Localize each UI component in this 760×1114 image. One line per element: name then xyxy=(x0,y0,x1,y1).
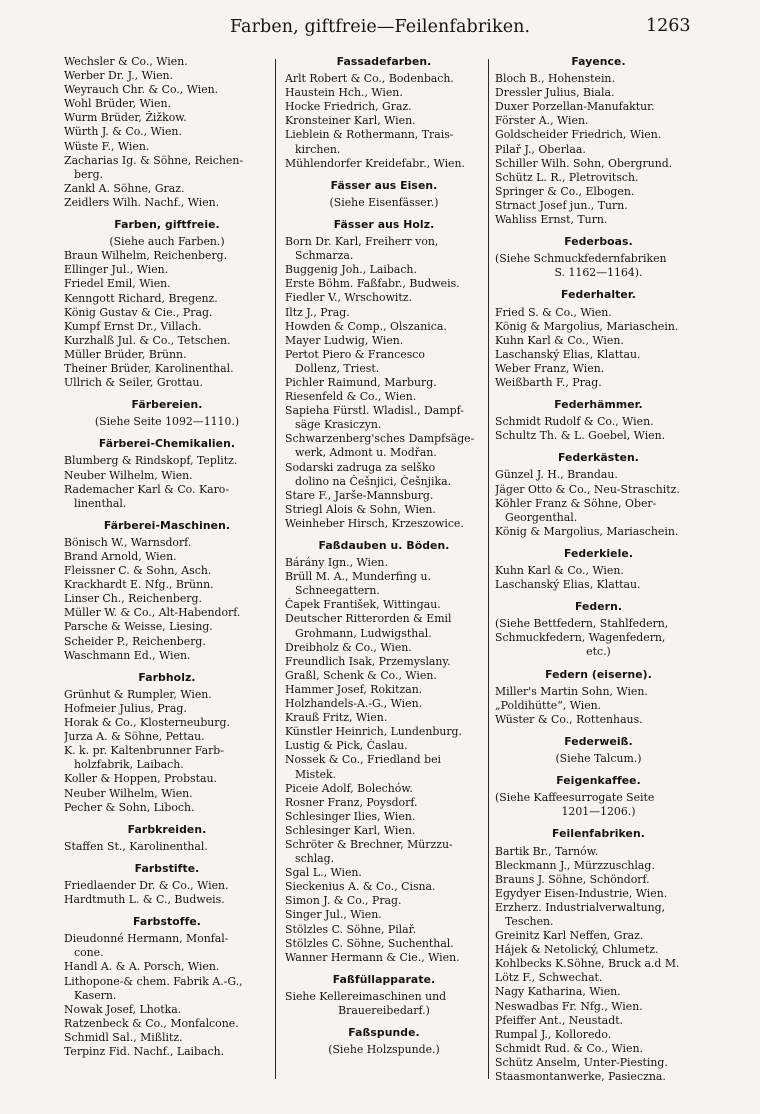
directory-entry: Kuhn Karl & Co., Wien. xyxy=(495,564,624,577)
column-1 xyxy=(64,55,270,1059)
directory-entry: Lieblein & Rothermann, Trais- xyxy=(285,128,454,142)
section-heading: Federweiß. xyxy=(564,734,633,748)
directory-entry: dolino na Češnjici, Češnjika. xyxy=(295,474,452,488)
directory-entry: Schwarzenberg'sches Dampfsäge- xyxy=(285,432,475,446)
directory-entry: Horak & Co., Klosterneuburg. xyxy=(64,716,230,730)
directory-entry: Schiller Wilh. Sohn, Obergrund. xyxy=(495,156,673,170)
directory-entry: Brüll M. A., Munderfing u. xyxy=(285,570,431,584)
directory-entry: Mayer Ludwig, Wien. xyxy=(285,333,404,347)
directory-section xyxy=(285,55,483,171)
section-heading: Färberei-Chemikalien. xyxy=(98,437,236,451)
section-heading: Färberei-Maschinen. xyxy=(103,518,231,532)
directory-entry: Kuhn Karl & Co., Wien. xyxy=(495,333,624,347)
directory-entry: Jäger Otto & Co., Neu-Straschitz. xyxy=(495,482,680,496)
directory-entry: Hammer Josef, Rokitzan. xyxy=(285,682,423,696)
directory-entry: Lithopone-& chem. Fabrik A.-G., xyxy=(64,974,243,988)
directory-section xyxy=(64,218,270,390)
directory-entry: Singer Jul., Wien. xyxy=(285,908,382,922)
directory-section xyxy=(495,235,702,280)
directory-entry: holzfabrik, Laibach. xyxy=(74,758,184,772)
directory-section xyxy=(495,547,702,592)
directory-entry: Stölzles C. Söhne, Pilař. xyxy=(285,922,417,936)
directory-entry: Stare F., Jarše-Mannsburg. xyxy=(285,488,434,502)
directory-entry: Graßl, Schenk & Co., Wien. xyxy=(285,668,437,682)
directory-entry: Kohlbecks K.Söhne, Bruck a.d M. xyxy=(495,957,680,971)
directory-entry: Linser Ch., Reichenberg. xyxy=(64,592,202,606)
directory-entry: Wurm Brüder, Žižkow. xyxy=(64,111,187,125)
directory-entry: Čapek František, Wittingau. xyxy=(285,598,441,612)
directory-entry: Lustig & Pick, Časlau. xyxy=(285,739,408,753)
directory-entry: Rumpal J., Kolloredo. xyxy=(495,1027,612,1041)
directory-entry: Pichler Raimund, Marburg. xyxy=(285,375,437,389)
directory-entry: (Siehe Holzspunde.) xyxy=(328,1043,440,1057)
directory-entry: Koller & Hoppen, Probstau. xyxy=(64,772,218,786)
section-heading: Feilenfabriken. xyxy=(552,827,645,841)
directory-entry: Ullrich & Seiler, Grottau. xyxy=(64,376,203,390)
directory-entry: Schmarza. xyxy=(295,249,354,263)
directory-entry: Würth J. & Co., Wien. xyxy=(64,125,182,139)
directory-entry: Born Dr. Karl, Freiherr von, xyxy=(285,235,439,249)
directory-entry: Egydyer Eisen-Industrie, Wien. xyxy=(495,886,668,900)
directory-entry: Brauns J. Söhne, Schöndorf. xyxy=(495,872,650,886)
directory-entry: Blumberg & Rindskopf, Teplitz. xyxy=(64,454,238,468)
directory-entry: „Poldihütte“, Wien. xyxy=(495,698,602,712)
directory-entry: (Siehe Eisenfässer.) xyxy=(329,195,439,209)
directory-entry: säge Krasiczyn. xyxy=(295,418,382,432)
section-heading: Federn. xyxy=(574,600,623,614)
directory-entry: S. 1162—1164). xyxy=(554,266,643,280)
directory-entry: Kurzhalß Jul. & Co., Tetschen. xyxy=(64,333,231,347)
directory-entry: Kasern. xyxy=(74,988,117,1002)
directory-entry: König & Margolius, Mariaschein. xyxy=(495,319,679,333)
directory-entry: Teschen. xyxy=(505,914,554,928)
directory-entry: Laschanský Elias, Klattau. xyxy=(495,578,641,592)
directory-entry: Striegl Alois & Sohn, Wien. xyxy=(285,502,436,516)
directory-section xyxy=(495,668,702,727)
directory-entry: Kronsteiner Karl, Wien. xyxy=(285,114,416,128)
directory-entry: Theiner Brüder, Karolinenthal. xyxy=(64,361,234,375)
directory-entry: Schütz L. R., Pletrovitsch. xyxy=(495,170,639,184)
directory-entry: Mistek. xyxy=(295,767,337,781)
directory-entry: Braun Wilhelm, Reichenberg. xyxy=(64,249,228,263)
directory-section xyxy=(64,823,270,854)
directory-entry: Wanner Hermann & Cie., Wien. xyxy=(285,950,460,964)
directory-section xyxy=(285,539,483,965)
directory-entry: Strnact Josef jun., Turn. xyxy=(495,198,628,212)
directory-section xyxy=(495,451,702,539)
directory-entry: (Siehe Kaffeesurrogate Seite xyxy=(495,791,655,805)
directory-entry: Staasmontanwerke, Pasieczna. xyxy=(495,1070,666,1083)
directory-entry: König & Margolius, Mariaschein. xyxy=(495,524,679,538)
directory-entry: Dollenz, Triest. xyxy=(295,361,380,375)
directory-entry: Künstler Heinrich, Lundenburg. xyxy=(285,725,462,739)
directory-entry: 1201—1206.) xyxy=(561,805,636,819)
directory-entry: Wohl Brüder, Wien. xyxy=(64,97,171,111)
section-heading: Federboas. xyxy=(564,235,633,249)
directory-entry: Zeidlers Wilh. Nachf., Wien. xyxy=(64,195,220,209)
directory-entry: Deutscher Ritterorden & Emil xyxy=(285,612,452,626)
directory-entry: Waschmann Ed., Wien. xyxy=(64,648,191,662)
directory-entry: Duxer Porzellan-Manufaktur. xyxy=(495,100,655,114)
directory-entry: Weinheber Hirsch, Krzeszowice. xyxy=(285,516,464,530)
directory-entry: Sgal L., Wien. xyxy=(285,866,362,880)
directory-entry: Grohmann, Ludwigsthal. xyxy=(295,626,432,640)
directory-entry: Haustein Hch., Wien. xyxy=(285,86,403,100)
directory-entry: Schultz Th. & L. Goebel, Wien. xyxy=(495,429,666,443)
directory-entry: Mühlendorfer Kreidefabr., Wien. xyxy=(285,156,465,170)
directory-entry: Weyrauch Chr. & Co., Wien. xyxy=(64,83,219,97)
directory-entry: Staffen St., Karolinenthal. xyxy=(64,839,208,853)
directory-entry: Fried S. & Co., Wien. xyxy=(495,305,612,319)
directory-entry: Hardtmuth L. & C., Budweis. xyxy=(64,893,225,907)
section-heading: Farbholz. xyxy=(138,670,196,684)
directory-entry: Wechsler & Co., Wien. xyxy=(64,55,188,68)
directory-entry: Wüste F., Wien. xyxy=(64,139,150,153)
directory-entry: Krackhardt E. Nfg., Brünn. xyxy=(64,578,214,592)
directory-entry: Lötz F., Schwechat. xyxy=(495,971,603,985)
directory-section xyxy=(285,1026,483,1057)
section-heading: Fassadefarben. xyxy=(336,55,432,68)
column-2 xyxy=(285,55,483,1057)
directory-entry: Goldscheider Friedrich, Wien. xyxy=(495,128,662,142)
directory-entry: Friedel Emil, Wien. xyxy=(64,277,171,291)
column-divider xyxy=(488,59,489,1079)
directory-entry: Laschanský Elias, Klattau. xyxy=(495,347,641,361)
directory-entry: Dressler Julius, Biala. xyxy=(495,86,615,100)
directory-entry: Iltz J., Prag. xyxy=(285,305,350,319)
directory-entry: Neuber Wilhelm, Wien. xyxy=(64,468,193,482)
directory-section xyxy=(64,55,270,210)
directory-section xyxy=(495,398,702,443)
directory-entry: Schütz Anselm, Unter-Piesting. xyxy=(495,1055,668,1069)
directory-entry: Miller's Martin Sohn, Wien. xyxy=(495,684,648,698)
section-heading: Federkiele. xyxy=(563,546,634,560)
directory-entry: Nowak Josef, Lhotka. xyxy=(64,1002,182,1016)
directory-entry: Werber Dr. J., Wien. xyxy=(64,69,174,83)
directory-entry: Sodarski zadruga za selško xyxy=(285,460,436,474)
directory-entry: Riesenfeld & Co., Wien. xyxy=(285,390,417,404)
directory-entry: Erste Böhm. Faßfabr., Budweis. xyxy=(285,277,460,291)
directory-entry: Hofmeier Julius, Prag. xyxy=(64,701,187,715)
directory-entry: (Siehe Bettfedern, Stahlfedern, xyxy=(495,617,669,631)
section-heading: Fässer aus Holz. xyxy=(333,217,435,231)
directory-section xyxy=(64,915,270,1059)
directory-entry: Georgenthal. xyxy=(505,510,578,524)
directory-entry: Köhler Franz & Söhne, Ober- xyxy=(495,496,657,510)
directory-entry: Buggenig Joh., Laibach. xyxy=(285,263,417,277)
directory-entry: Bartik Br., Tarnów. xyxy=(495,844,599,858)
directory-section xyxy=(495,600,702,659)
column-divider xyxy=(275,59,276,1079)
directory-section xyxy=(64,862,270,907)
directory-section xyxy=(495,735,702,766)
directory-entry: Pertot Piero & Francesco xyxy=(285,347,425,361)
directory-entry: Weber Franz, Wien. xyxy=(495,361,605,375)
directory-entry: Schlesinger Karl, Wien. xyxy=(285,823,416,837)
directory-entry: Bloch B., Hohenstein. xyxy=(495,72,615,86)
directory-section xyxy=(495,774,702,819)
directory-entry: Dieudonné Hermann, Monfal- xyxy=(64,932,229,946)
directory-entry: Schröter & Brechner, Mürzzu- xyxy=(285,837,453,851)
directory-entry: Siehe Kellereimaschinen und xyxy=(285,989,447,1003)
section-heading: Federn (eiserne). xyxy=(545,667,652,681)
directory-entry: Simon J. & Co., Prag. xyxy=(285,894,402,908)
directory-section xyxy=(285,973,483,1018)
directory-entry: Schlesinger Ilies, Wien. xyxy=(285,809,416,823)
directory-entry: Krauß Fritz, Wien. xyxy=(285,711,388,725)
directory-entry: Dreibholz & Co., Wien. xyxy=(285,640,412,654)
section-heading: Federhämmer. xyxy=(554,398,643,412)
directory-entry: Hájek & Netolický, Chlumetz. xyxy=(495,943,659,957)
directory-section xyxy=(64,437,270,510)
directory-entry: Parsche & Weisse, Liesing. xyxy=(64,620,213,634)
section-heading: Federhalter. xyxy=(561,288,636,302)
directory-entry: (Siehe Schmuckfedernfabriken xyxy=(495,252,667,266)
directory-entry: Scheider P., Reichenberg. xyxy=(64,634,206,648)
directory-entry: Stölzles C. Söhne, Suchenthal. xyxy=(285,936,454,950)
directory-entry: etc.) xyxy=(586,645,611,659)
directory-entry: berg. xyxy=(74,167,104,181)
directory-entry: Erzherz. Industrialverwaltung, xyxy=(495,900,666,914)
directory-entry: Friedlaender Dr. & Co., Wien. xyxy=(64,878,229,892)
directory-entry: schlag. xyxy=(295,852,335,866)
directory-entry: Kenngott Richard, Bregenz. xyxy=(64,291,218,305)
directory-entry: Müller Brüder, Brünn. xyxy=(64,347,187,361)
page-title: Farben, giftfreie—Feilenfabriken. xyxy=(230,17,531,37)
column-3 xyxy=(495,55,702,1084)
page-header xyxy=(0,0,760,58)
directory-entry: Schmidl Sal., Mißlitz. xyxy=(64,1030,183,1044)
directory-entry: Piceie Adolf, Bolechów. xyxy=(285,781,413,795)
directory-entry: Hocke Friedrich, Graz. xyxy=(285,100,412,114)
directory-entry: Neuber Wilhelm, Wien. xyxy=(64,786,193,800)
directory-entry: Weißbarth F., Prag. xyxy=(495,375,602,389)
directory-entry: Pfeiffer Ant., Neustadt. xyxy=(495,1013,624,1027)
directory-entry: Nossek & Co., Friedland bei xyxy=(285,753,441,767)
section-heading: Farbstifte. xyxy=(134,861,200,875)
directory-entry: Jurza A. & Söhne, Pettau. xyxy=(64,730,205,744)
directory-entry: Bleckmann J., Mürzzuschlag. xyxy=(495,858,655,872)
directory-entry: Rosner Franz, Poysdorf. xyxy=(285,795,418,809)
section-heading: Farbstoffe. xyxy=(132,915,201,929)
section-heading: Faßspunde. xyxy=(348,1026,420,1040)
directory-entry: Handl A. & A. Porsch, Wien. xyxy=(64,960,220,974)
directory-entry: Bönisch W., Warnsdorf. xyxy=(64,535,192,549)
directory-entry: Zacharias Ig. & Söhne, Reichen- xyxy=(64,153,244,167)
directory-entry: Grünhut & Rumpler, Wien. xyxy=(64,687,212,701)
section-heading: Fayence. xyxy=(571,55,626,68)
directory-entry: Kumpf Ernst Dr., Villach. xyxy=(64,319,202,333)
section-heading: Fässer aus Eisen. xyxy=(330,178,438,192)
directory-columns xyxy=(58,55,708,1105)
directory-entry: Bárány Ign., Wien. xyxy=(285,556,388,570)
directory-entry: Schmidt Rud. & Co., Wien. xyxy=(495,1041,643,1055)
section-heading: Federkästen. xyxy=(557,451,639,465)
directory-entry: Sapieha Fürstl. Wladisl., Dampf- xyxy=(285,404,464,418)
directory-entry: Ratzenbeck & Co., Monfalcone. xyxy=(64,1016,239,1030)
directory-entry: Ellinger Jul., Wien. xyxy=(64,263,169,277)
directory-section xyxy=(495,827,702,1084)
directory-section xyxy=(285,179,483,210)
directory-entry: Brand Arnold, Wien. xyxy=(64,550,177,563)
section-heading: Farbkreiden. xyxy=(127,822,207,836)
directory-entry: kirchen. xyxy=(295,142,341,156)
directory-entry: Fleissner C. & Sohn, Asch. xyxy=(64,564,212,578)
directory-entry: werk, Admont u. Modřan. xyxy=(295,446,437,460)
directory-entry: Brauereibedarf.) xyxy=(338,1004,430,1017)
directory-section xyxy=(285,218,483,531)
directory-entry: Greinitz Karl Neffen, Graz. xyxy=(495,929,644,943)
directory-entry: (Siehe auch Farben.) xyxy=(109,235,225,249)
directory-section xyxy=(64,398,270,429)
directory-entry: Freundlich Isak, Przemyslany. xyxy=(285,654,451,668)
directory-entry: (Siehe Talcum.) xyxy=(555,752,642,766)
directory-section xyxy=(64,519,270,663)
directory-section xyxy=(495,288,702,390)
directory-entry: Holzhandels-A.-G., Wien. xyxy=(285,697,423,711)
directory-entry: Neswadbas Fr. Nfg., Wien. xyxy=(495,999,643,1013)
directory-entry: Howden & Comp., Olszanica. xyxy=(285,319,447,333)
directory-entry: Zankl A. Söhne, Graz. xyxy=(64,181,185,195)
directory-entry: Pilař J., Oberlaa. xyxy=(495,142,586,156)
directory-entry: Springer & Co., Elbogen. xyxy=(495,184,635,198)
directory-entry: Fiedler V., Wrschowitz. xyxy=(285,291,412,305)
directory-entry: (Siehe Seite 1092—1110.) xyxy=(94,415,240,429)
directory-section xyxy=(495,55,702,227)
directory-entry: K. k. pr. Kaltenbrunner Farb- xyxy=(64,744,224,758)
section-heading: Farben, giftfreie. xyxy=(114,218,220,232)
directory-entry: Schneegattern. xyxy=(295,584,380,598)
directory-entry: Rademacher Karl & Co. Karo- xyxy=(64,482,230,496)
section-heading: Feigenkaffee. xyxy=(556,774,641,788)
page-number: 1263 xyxy=(646,16,691,36)
section-heading: Färbereien. xyxy=(131,398,203,412)
directory-entry: Pecher & Sohn, Liboch. xyxy=(64,800,195,814)
directory-entry: linenthal. xyxy=(74,496,127,510)
directory-entry: Wüster & Co., Rottenhaus. xyxy=(495,712,643,726)
section-heading: Faßfüllapparate. xyxy=(332,972,436,986)
directory-entry: Terpinz Fid. Nachf., Laibach. xyxy=(64,1045,225,1058)
directory-entry: Schmuckfedern, Wagenfedern, xyxy=(495,631,666,645)
directory-entry: Schmidt Rudolf & Co., Wien. xyxy=(495,415,654,429)
directory-section xyxy=(64,671,270,815)
directory-entry: Wahliss Ernst, Turn. xyxy=(495,213,608,227)
directory-entry: Arlt Robert & Co., Bodenbach. xyxy=(285,72,454,86)
directory-entry: Nagy Katharina, Wien. xyxy=(495,985,621,999)
directory-entry: König Gustav & Cie., Prag. xyxy=(64,305,213,319)
directory-entry: Förster A., Wien. xyxy=(495,114,589,128)
directory-entry: Günzel J. H., Brandau. xyxy=(495,468,618,482)
directory-entry: cone. xyxy=(74,946,104,960)
section-heading: Faßdauben u. Böden. xyxy=(318,539,450,552)
directory-entry: Sieckenius A. & Co., Cisna. xyxy=(285,880,436,894)
directory-entry: Müller W. & Co., Alt-Habendorf. xyxy=(64,606,241,620)
